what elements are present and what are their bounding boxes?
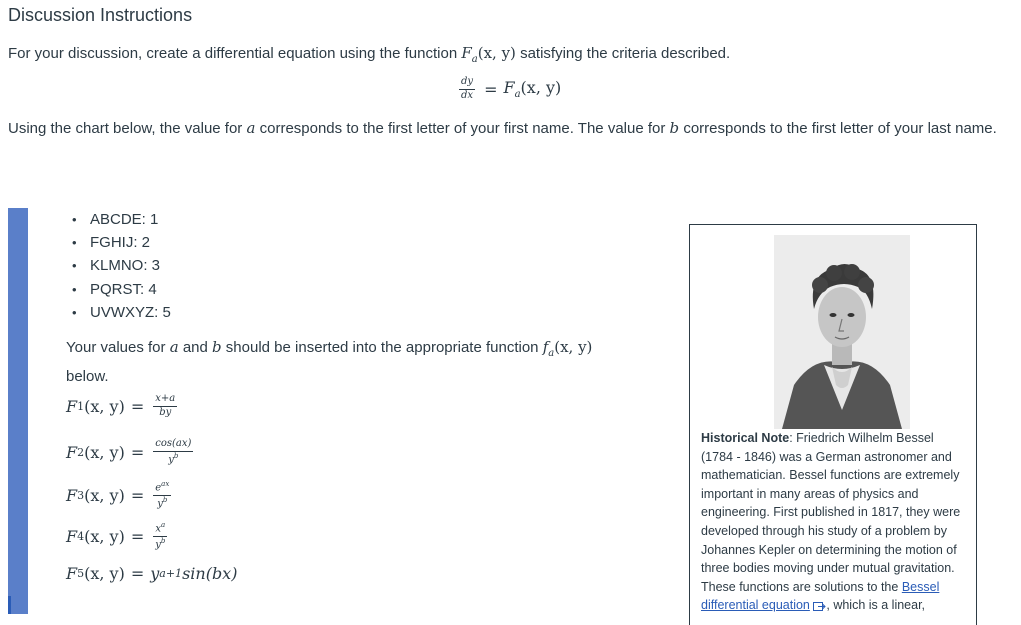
intro-paragraph [8, 44, 730, 65]
letter-chart [90, 208, 171, 324]
historical-note [701, 429, 967, 615]
bessel-equation-link[interactable]: Bessel differential equation [701, 579, 940, 613]
intro-function: $F_a(x$, y) [461, 44, 516, 65]
note-label: Historical Note [701, 431, 790, 445]
page-title: Discussion Instructions [8, 5, 193, 25]
f2-fraction: $\frac{\cos(ax)}{y^b}$ [155, 438, 192, 465]
list-item: • UVWXYZ: 5 [90, 301, 171, 324]
dy-numerator: dy [459, 77, 475, 90]
intro-prefix: For your discussion, create a differential equation using the function [8, 45, 458, 62]
list-item: • PQRST: 4 [90, 278, 171, 301]
dx-denominator: dx [461, 89, 474, 101]
equals-sign: = [484, 79, 498, 99]
list-item: • KLMNO: 3 [90, 254, 171, 277]
list-item: • FGHIJ: 2 [90, 231, 171, 254]
values-paragraph: Your values for a and b should be inserted into the appropriate function $f_a(x$, y) below. [66, 338, 593, 385]
function-f1: F 1 (x, y) = $\frac{x+a}{by}$ [66, 393, 176, 418]
function-f5: F 5 (x, y) = y a+1 sin(bx) [66, 564, 238, 583]
f3-fraction: $\frac{e^{ax}}{y^b}$ [155, 480, 170, 510]
function-f3: F 3 (x, y) = $\frac{e^{ax}}{y^b}$ [66, 480, 170, 510]
external-link-icon [813, 601, 826, 612]
equation-rhs: $F_a(x$, y) [503, 77, 562, 101]
function-f2: F 2 (x, y) = $\frac{\cos(ax)}{y^b}$ [66, 438, 192, 465]
main-equation [456, 77, 561, 101]
var-a: a [246, 119, 256, 137]
dy-dx-fraction [459, 77, 475, 101]
bessel-portrait [774, 235, 910, 429]
note-tail: , which is a linear, [826, 598, 926, 613]
chart-instructions: Using the chart below, the value for a corresponds to the first letter of your first name. The value for b corresponds to the first letter of your last name. [8, 119, 997, 137]
historical-note-box [689, 224, 977, 625]
intro-suffix: satisfying the criteria described. [520, 45, 731, 62]
var-b: b [669, 119, 680, 137]
f-a-function: $f_a(x$, y) [542, 338, 593, 359]
f1-fraction: $\frac{x+a}{by}$ [155, 393, 176, 418]
accent-bar [8, 208, 28, 614]
note-text: : Friedrich Wilhelm Bessel (1784 - 1846) was a German astronomer and mathematician. Bessel functions are extremely important in many areas of physics and engineering. First published in 1817, they were developed through his study of a problem by Johannes Kepler on determining the motion of three bodies moving under mutual gravitation. These functions are solutions to the [701, 431, 961, 594]
function-f4: F 4 (x, y) = $\frac{x^a}{y^b}$ [66, 521, 166, 551]
f4-fraction: $\frac{x^a}{y^b}$ [155, 521, 166, 551]
accent-bar-marker [8, 596, 11, 614]
list-item: • ABCDE: 1 [90, 208, 171, 231]
